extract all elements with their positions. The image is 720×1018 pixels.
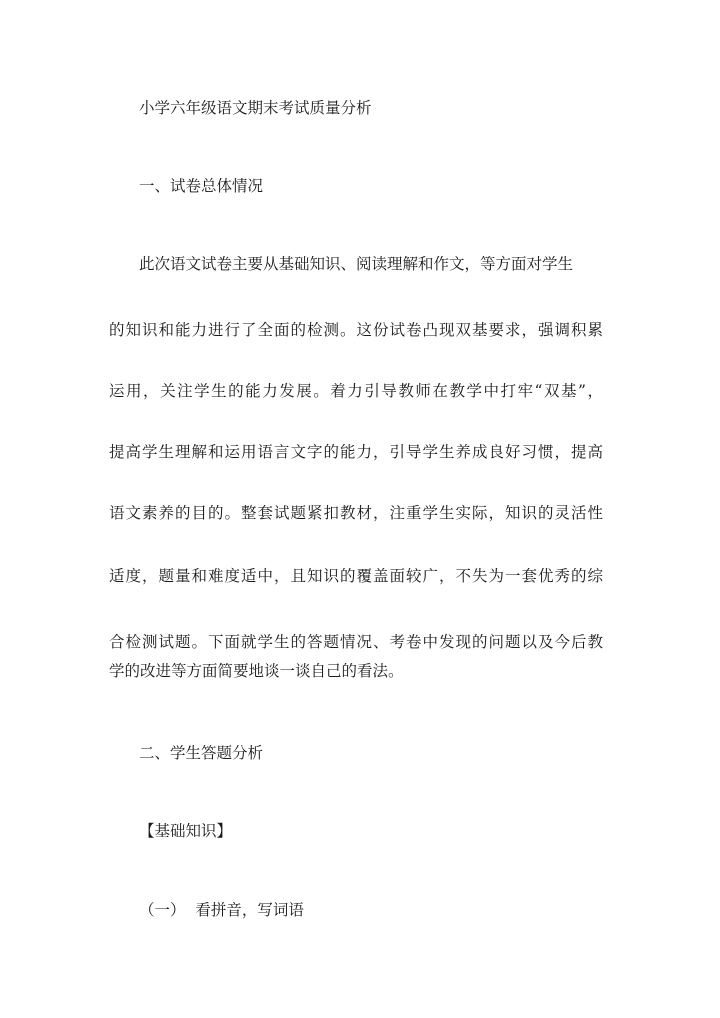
document-title: 小学六年级语文期末考试质量分析 [139, 99, 372, 117]
section-heading-overview: 一、试卷总体情况 [139, 177, 264, 195]
paragraph-line-8: 学的改进等方面简要地谈一谈自己的看法。 [109, 662, 404, 680]
section-heading-analysis: 二、学生答题分析 [139, 744, 264, 762]
paragraph-line-1: 此次语文试卷主要从基础知识、阅读理解和作文，等方面对学生 [139, 255, 574, 273]
paragraph-line-3: 运用，关注学生的能力发展。着力引导教师在教学中打牢“双基”， [109, 382, 603, 400]
paragraph-line-6: 适度，题量和难度适中，且知识的覆盖面较广，不失为一套优秀的综 [109, 567, 603, 585]
question-item-1: （一） 看拼音，写词语 [139, 901, 304, 919]
subsection-heading-basics: 【基础知识】 [139, 822, 233, 840]
paragraph-line-4: 提高学生理解和运用语言文字的能力，引导学生养成良好习惯，提高 [109, 443, 603, 461]
paragraph-line-5: 语文素养的目的。整套试题紧扣教材，注重学生实际，知识的灵活性 [109, 504, 603, 522]
paragraph-line-7: 合检测试题。下面就学生的答题情况、考卷中发现的问题以及今后教 [109, 633, 603, 651]
paragraph-line-2: 的知识和能力进行了全面的检测。这份试卷凸现双基要求，强调积累 [109, 321, 603, 339]
